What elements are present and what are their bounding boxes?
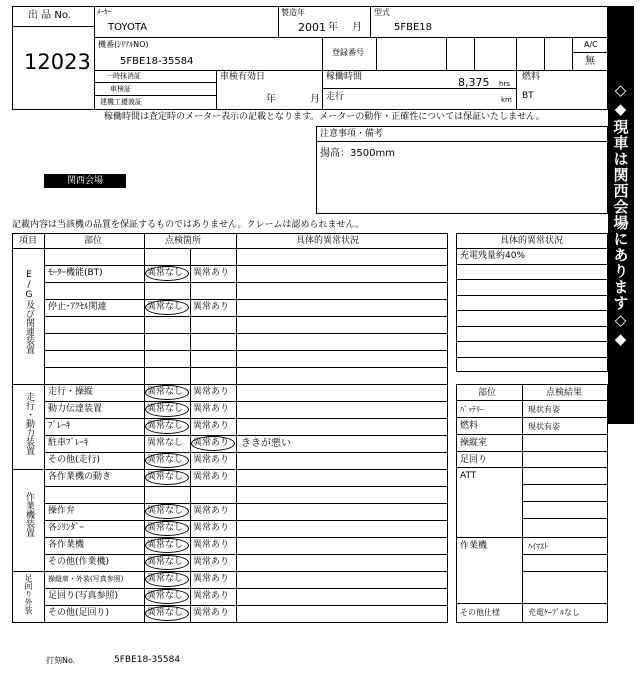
divider xyxy=(456,417,608,418)
status-normal[interactable]: 異常なし xyxy=(147,268,184,278)
divider xyxy=(522,554,608,555)
result-header-part: 部位 xyxy=(478,388,497,398)
fuel-value: BT xyxy=(522,91,534,101)
divider xyxy=(456,295,608,296)
divider xyxy=(522,571,608,572)
col-header-detail: 具体的異常状況 xyxy=(296,236,360,246)
status-normal[interactable]: 異常なし xyxy=(147,574,184,584)
divider xyxy=(456,279,608,280)
result-value: 現状有姿 xyxy=(528,405,560,414)
status-normal[interactable]: 異常なし xyxy=(147,472,184,482)
status-normal[interactable]: 異常なし xyxy=(147,455,184,465)
part-label: 走行・操縦 xyxy=(48,387,94,397)
status-abnormal[interactable]: 異常あり xyxy=(193,472,230,482)
divider xyxy=(94,70,608,71)
status-normal[interactable]: 異常なし xyxy=(147,523,184,533)
selection-circle xyxy=(145,300,189,315)
venue-badge: 関西会場 xyxy=(44,174,126,188)
status-abnormal[interactable]: 異常あり xyxy=(193,438,230,448)
divider xyxy=(370,6,371,37)
registration-label: 登録番号 xyxy=(332,48,364,57)
divider xyxy=(456,434,608,435)
stamp-value: 5FBE18-35584 xyxy=(114,655,181,665)
status-normal[interactable]: 異常なし xyxy=(147,591,184,601)
divider xyxy=(474,37,475,70)
status-normal[interactable]: 異常なし xyxy=(147,421,184,431)
divider xyxy=(44,486,448,487)
lot-number: 12023 xyxy=(24,50,91,74)
ac-value: 無 xyxy=(585,56,595,67)
divider xyxy=(544,37,545,70)
divider xyxy=(44,605,448,606)
year-label: 製造年 xyxy=(281,8,305,17)
section-engine: E/G及び関連装置 xyxy=(24,270,34,354)
selection-circle xyxy=(145,453,189,468)
location-banner: ◇◆現車は関西会場にあります◇◆ xyxy=(608,6,634,424)
month-unit: 月 xyxy=(352,22,362,33)
selection-circle xyxy=(145,589,189,604)
part-label: ﾌﾞﾚｰｷ xyxy=(48,421,71,431)
divider xyxy=(376,37,377,70)
status-abnormal[interactable]: 異常あり xyxy=(193,302,230,312)
result-header-result: 点検結果 xyxy=(546,388,583,398)
status-abnormal[interactable]: 異常あり xyxy=(193,574,230,584)
divider xyxy=(456,603,608,604)
divider xyxy=(456,248,608,249)
status-normal[interactable]: 異常なし xyxy=(147,506,184,516)
divider xyxy=(522,384,523,623)
status-abnormal[interactable]: 異常あり xyxy=(193,404,230,414)
divider xyxy=(12,26,94,27)
selection-circle xyxy=(145,555,189,570)
section-travel: 走行・動力装置 xyxy=(24,392,34,455)
divider xyxy=(456,326,608,327)
cert1-label: 一時抹消証 xyxy=(106,72,141,80)
divider xyxy=(456,357,608,358)
status-normal[interactable]: 異常なし xyxy=(147,608,184,618)
hours-label: 稼働時間 xyxy=(326,72,363,82)
divider xyxy=(44,233,45,623)
selection-circle xyxy=(145,538,189,553)
status-normal[interactable]: 異常なし xyxy=(147,387,184,397)
col-header-check: 点検箇所 xyxy=(165,236,202,246)
maker-label: ﾒｰｶｰ xyxy=(97,8,111,16)
divider xyxy=(12,384,448,385)
status-normal[interactable]: 異常なし xyxy=(147,404,184,414)
status-abnormal[interactable]: 異常あり xyxy=(193,268,230,278)
part-label: その他(走行) xyxy=(48,455,101,465)
selection-circle xyxy=(145,521,189,536)
status-abnormal[interactable]: 異常あり xyxy=(193,540,230,550)
divider xyxy=(456,310,608,311)
divider xyxy=(522,501,608,502)
part-label: その他(作業機) xyxy=(48,557,110,567)
divider xyxy=(44,418,448,419)
part-label: 操作弁 xyxy=(48,506,76,516)
divider xyxy=(44,435,448,436)
divider xyxy=(44,265,448,266)
part-label: 停止･ｱｸｾﾙ関連 xyxy=(48,302,107,312)
divider xyxy=(44,520,448,521)
divider xyxy=(316,141,608,142)
status-abnormal[interactable]: 異常あり xyxy=(193,387,230,397)
result-value: 現状有姿 xyxy=(528,422,560,431)
divider xyxy=(44,333,448,334)
selection-circle xyxy=(145,572,189,587)
divider xyxy=(44,282,448,283)
selection-circle xyxy=(145,266,189,281)
selection-circle xyxy=(145,504,189,519)
inspection-label: 車検有効日 xyxy=(220,72,266,82)
serial-label: 機番(ｼﾘｱﾙNO) xyxy=(98,40,149,49)
result-part: 燃料 xyxy=(460,421,479,431)
divider xyxy=(44,316,448,317)
detail-line: 充電残量約40% xyxy=(460,251,526,261)
result-part: ATT xyxy=(460,471,477,481)
status-abnormal[interactable]: 異常あり xyxy=(193,421,230,431)
divider xyxy=(456,400,608,401)
divider xyxy=(12,469,448,470)
part-label: 各作業機の動き xyxy=(48,472,112,482)
divider xyxy=(456,537,608,538)
divider xyxy=(522,518,608,519)
divider xyxy=(44,401,448,402)
divider xyxy=(572,52,608,53)
selection-circle xyxy=(191,436,235,451)
divider xyxy=(456,341,608,342)
fuel-label: 燃料 xyxy=(522,72,541,82)
part-label: 足回り(写真参照) xyxy=(48,591,119,601)
divider xyxy=(456,451,608,452)
divider xyxy=(44,367,448,368)
part-label: 各作業機 xyxy=(48,540,85,550)
divider xyxy=(44,299,448,300)
result-part: 足回り xyxy=(460,455,488,465)
cert3-label: 建機工擾渡証 xyxy=(100,98,142,106)
serial-value: 5FBE18-35584 xyxy=(120,56,194,67)
divider xyxy=(456,467,608,468)
status-abnormal[interactable]: 異常あり xyxy=(193,591,230,601)
divider xyxy=(278,6,279,37)
result-part: その他仕様 xyxy=(460,608,500,617)
inspection-month-unit: 月 xyxy=(310,94,320,105)
divider xyxy=(572,37,573,70)
divider xyxy=(44,588,448,589)
notes-label: 注意事項・備考 xyxy=(320,129,384,139)
status-abnormal[interactable]: 異常あり xyxy=(193,455,230,465)
status-abnormal[interactable]: 異常あり xyxy=(193,557,230,567)
cert2-label: 車検証 xyxy=(110,85,131,93)
selection-circle xyxy=(145,419,189,434)
ac-label: A/C xyxy=(584,40,598,49)
divider xyxy=(12,571,448,572)
status-normal[interactable]: 異常なし xyxy=(147,438,184,448)
divider xyxy=(516,37,517,110)
year-unit: 年 xyxy=(328,22,338,33)
part-label: 操縦席・外装(写真参照) xyxy=(48,575,124,583)
divider xyxy=(94,82,216,83)
disclaimer: 記載内容は当該機の品質を保証するものではありません。クレームは認められません。 xyxy=(12,220,365,230)
divider xyxy=(44,554,448,555)
result-value: 充電ｹｰﾌﾞﾙなし xyxy=(528,608,580,617)
hours-value: 8,375 xyxy=(458,76,490,89)
lot-label: 出 品 No. xyxy=(28,10,71,21)
part-label: 各ｼﾘﾝﾀﾞｰ xyxy=(48,523,85,533)
divider xyxy=(216,70,217,110)
part-label: ﾓｰﾀｰ機能(BT) xyxy=(48,268,103,278)
model-label: 型式 xyxy=(374,8,390,17)
status-abnormal[interactable]: 異常あり xyxy=(193,506,230,516)
stamp-label: 打刻No. xyxy=(46,656,76,665)
detail-header: 具体的異常状況 xyxy=(500,236,564,246)
result-table xyxy=(456,384,608,623)
part-label: 動力伝達装置 xyxy=(48,404,103,414)
result-part: 操縦室 xyxy=(460,438,488,448)
notes-text: 揚高：3500mm xyxy=(320,148,395,159)
selection-circle xyxy=(145,606,189,621)
part-label: 駐車ﾌﾞﾚｰｷ xyxy=(48,438,89,448)
divider xyxy=(522,484,608,485)
divider xyxy=(446,37,447,70)
divider xyxy=(94,95,216,96)
divider xyxy=(322,37,323,110)
travel-label: 走行 xyxy=(326,92,345,102)
selection-circle xyxy=(145,385,189,400)
selection-circle xyxy=(145,470,189,485)
status-abnormal[interactable]: 異常あり xyxy=(193,608,230,618)
divider xyxy=(44,537,448,538)
status-normal[interactable]: 異常なし xyxy=(147,557,184,567)
hours-unit: hrs xyxy=(499,80,510,88)
result-part: ﾊﾞｯﾃﾘｰ xyxy=(460,405,484,414)
section-work: 作業機装置 xyxy=(24,492,34,537)
status-normal[interactable]: 異常なし xyxy=(147,302,184,312)
maker-value: TOYOTA xyxy=(108,22,148,33)
hours-note: 稼働時間は査定時のメーター表示の記載となります。メーターの動作・正確性については保証いたしません。 xyxy=(104,112,545,122)
status-normal[interactable]: 異常なし xyxy=(147,540,184,550)
divider xyxy=(236,233,237,623)
divider xyxy=(44,503,448,504)
result-value: ﾊｲﾏｽﾄ xyxy=(528,542,548,551)
abnormal-detail: ききが悪い xyxy=(241,438,291,449)
divider xyxy=(44,452,448,453)
part-label: その他(足回り) xyxy=(48,608,110,618)
year-value: 2001 xyxy=(298,21,326,34)
inspection-year-unit: 年 xyxy=(266,94,276,105)
selection-circle xyxy=(145,402,189,417)
divider xyxy=(12,248,448,249)
divider xyxy=(44,350,448,351)
col-header-item: 項目 xyxy=(19,236,38,246)
result-part: 作業機 xyxy=(460,541,488,551)
status-abnormal[interactable]: 異常あり xyxy=(193,523,230,533)
section-chassis: 足回り外装 xyxy=(24,574,33,614)
divider xyxy=(456,264,608,265)
travel-unit: km xyxy=(501,96,512,104)
col-header-part: 部位 xyxy=(84,236,103,246)
divider xyxy=(94,37,608,38)
model-value: 5FBE18 xyxy=(394,22,433,33)
